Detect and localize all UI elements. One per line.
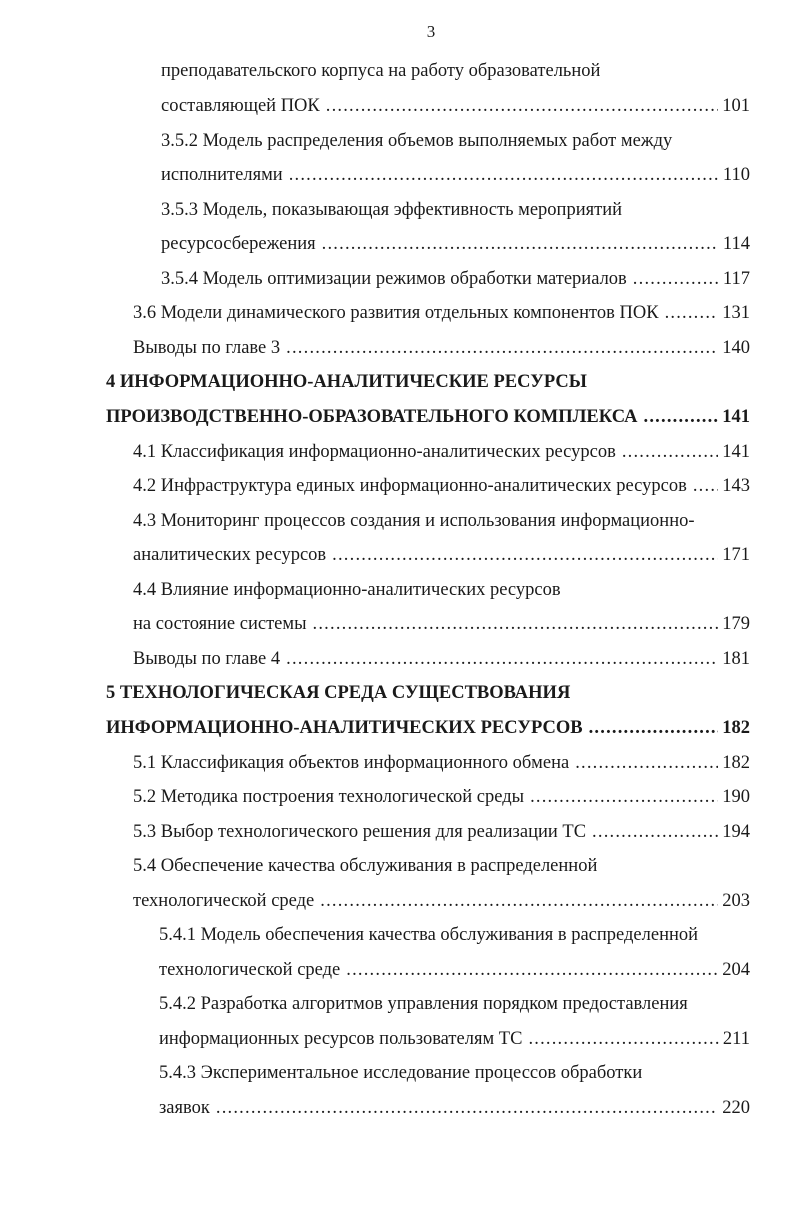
- toc-line: [133, 609, 750, 639]
- toc-entry-text: 5.4.1 Модель обеспечения качества обслуживания в распределенной: [159, 925, 699, 945]
- toc-page-number: 131: [722, 303, 750, 323]
- dot-leader: [622, 437, 718, 467]
- toc-line: [159, 1024, 750, 1054]
- dot-leader: [322, 229, 719, 259]
- toc-line: [161, 160, 750, 190]
- toc-page-number: 194: [722, 822, 750, 842]
- toc-line: [133, 437, 750, 467]
- toc-line: [133, 540, 750, 570]
- toc-page-number: 101: [722, 96, 750, 116]
- dot-leader: [693, 471, 718, 501]
- toc-chapter-heading: [106, 713, 750, 743]
- toc-entry-text: 3.5.3 Модель, показывающая эффективность мероприятий: [161, 200, 623, 220]
- page-number: 3: [426, 22, 436, 41]
- toc-entry-text: ИНФОРМАЦИОННО-АНАЛИТИЧЕСКИХ РЕСУРСОВ: [106, 718, 583, 738]
- toc-page-number: 204: [722, 960, 750, 980]
- toc-line: [159, 989, 688, 1019]
- toc-entry-text: составляющей ПОК: [161, 96, 320, 116]
- toc-page-number: 179: [722, 614, 750, 634]
- toc-entry-text: 4 ИНФОРМАЦИОННО-АНАЛИТИЧЕСКИЕ РЕСУРСЫ: [106, 372, 587, 392]
- toc-line: [161, 91, 750, 121]
- dot-leader: [313, 609, 719, 639]
- toc-line: [159, 955, 750, 985]
- dot-leader: [346, 955, 718, 985]
- toc-line: [133, 886, 750, 916]
- toc-entry-text: технологической среде: [159, 960, 341, 980]
- toc-line: [161, 56, 600, 86]
- toc-page-number: 143: [722, 476, 750, 496]
- toc-line: [161, 264, 750, 294]
- dot-leader: [216, 1093, 718, 1123]
- toc-entry-text: 5.4.3 Экспериментальное исследование процессов обработки: [159, 1063, 643, 1083]
- dot-leader: [289, 160, 719, 190]
- toc-entry-text: исполнителями: [161, 165, 283, 185]
- toc-line: [133, 851, 597, 881]
- toc-entry-text: аналитических ресурсов: [133, 545, 327, 565]
- toc-page-number: 211: [722, 1029, 750, 1049]
- dot-leader: [633, 264, 719, 294]
- toc-line: [159, 920, 698, 950]
- dot-leader: [592, 817, 718, 847]
- toc-entry-text: 5.3 Выбор технологического решения для реализации ТС: [133, 822, 587, 842]
- dot-leader: [286, 333, 718, 363]
- toc-line: [133, 471, 750, 501]
- toc-page-number: 171: [722, 545, 750, 565]
- toc-entry-text: 3.6 Модели динамического развития отдельных компонентов ПОК: [133, 303, 659, 323]
- toc-page-number: 140: [722, 338, 750, 358]
- dot-leader: [286, 644, 718, 674]
- toc-entry-text: 4.3 Мониторинг процессов создания и использования информационно-: [133, 511, 695, 531]
- toc-entry-text: ПРОИЗВОДСТВЕННО-ОБРАЗОВАТЕЛЬНОГО КОМПЛЕКСА: [106, 407, 638, 427]
- toc-page-number: 141: [722, 442, 750, 462]
- dot-leader: [665, 298, 719, 328]
- dot-leader: [320, 886, 718, 916]
- dot-leader: [644, 402, 719, 432]
- toc-entry-text: 5.1 Классификация объектов информационного обмена: [133, 753, 570, 773]
- toc-line: [133, 644, 750, 674]
- toc-entry-text: информационных ресурсов пользователям ТС: [159, 1029, 523, 1049]
- toc-entry-text: преподавательского корпуса на работу образовательной: [161, 61, 601, 81]
- dot-leader: [589, 713, 719, 743]
- toc-line: [161, 126, 672, 156]
- toc-line: [133, 748, 750, 778]
- dot-leader: [332, 540, 718, 570]
- toc-entry-text: 4.2 Инфраструктура единых информационно-аналитических ресурсов: [133, 476, 687, 496]
- toc-entry-text: 3.5.2 Модель распределения объемов выполняемых работ между: [161, 131, 673, 151]
- toc-line: [133, 782, 750, 812]
- toc-chapter-heading: [106, 367, 587, 397]
- toc-line: [133, 298, 750, 328]
- toc-line: [159, 1093, 750, 1123]
- toc-line: [161, 195, 622, 225]
- dot-leader: [575, 748, 718, 778]
- toc-entry-text: ресурсосбережения: [161, 234, 316, 254]
- toc-line: [133, 506, 695, 536]
- toc-entry-text: на состояние системы: [133, 614, 307, 634]
- toc-page-number: 141: [722, 407, 750, 427]
- toc-page-number: 203: [722, 891, 750, 911]
- toc-page-number: 220: [722, 1098, 750, 1118]
- toc-entry-text: 5.4.2 Разработка алгоритмов управления порядком предоставления: [159, 994, 688, 1014]
- dot-leader: [530, 782, 718, 812]
- toc-entry-text: 5.2 Методика построения технологической среды: [133, 787, 525, 807]
- toc-page-number: 190: [722, 787, 750, 807]
- toc-entry-text: 5.4 Обеспечение качества обслуживания в распределенной: [133, 856, 598, 876]
- toc-line: [159, 1058, 642, 1088]
- dot-leader: [528, 1024, 718, 1054]
- toc-page-number: 182: [722, 718, 750, 738]
- toc-line: [133, 575, 561, 605]
- toc-chapter-heading: [106, 678, 570, 708]
- toc-entry-text: 5 ТЕХНОЛОГИЧЕСКАЯ СРЕДА СУЩЕСТВОВАНИЯ: [106, 683, 571, 703]
- toc-entry-text: Выводы по главе 3: [133, 338, 281, 358]
- toc-page-number: 117: [722, 269, 750, 289]
- toc-page-number: 182: [722, 753, 750, 773]
- toc-entry-text: 3.5.4 Модель оптимизации режимов обработки материалов: [161, 269, 627, 289]
- toc-page-number: 114: [722, 234, 750, 254]
- dot-leader: [326, 91, 719, 121]
- toc-entry-text: 4.4 Влияние информационно-аналитических ресурсов: [133, 580, 561, 600]
- toc-entry-text: 4.1 Классификация информационно-аналитических ресурсов: [133, 442, 616, 462]
- toc-entry-text: технологической среде: [133, 891, 315, 911]
- toc-line: [133, 333, 750, 363]
- toc-page-number: 181: [722, 649, 750, 669]
- toc-line: [133, 817, 750, 847]
- toc-entry-text: Выводы по главе 4: [133, 649, 281, 669]
- toc-page-number: 110: [722, 165, 750, 185]
- toc-line: [161, 229, 750, 259]
- toc-entry-text: заявок: [159, 1098, 210, 1118]
- toc-chapter-heading: [106, 402, 750, 432]
